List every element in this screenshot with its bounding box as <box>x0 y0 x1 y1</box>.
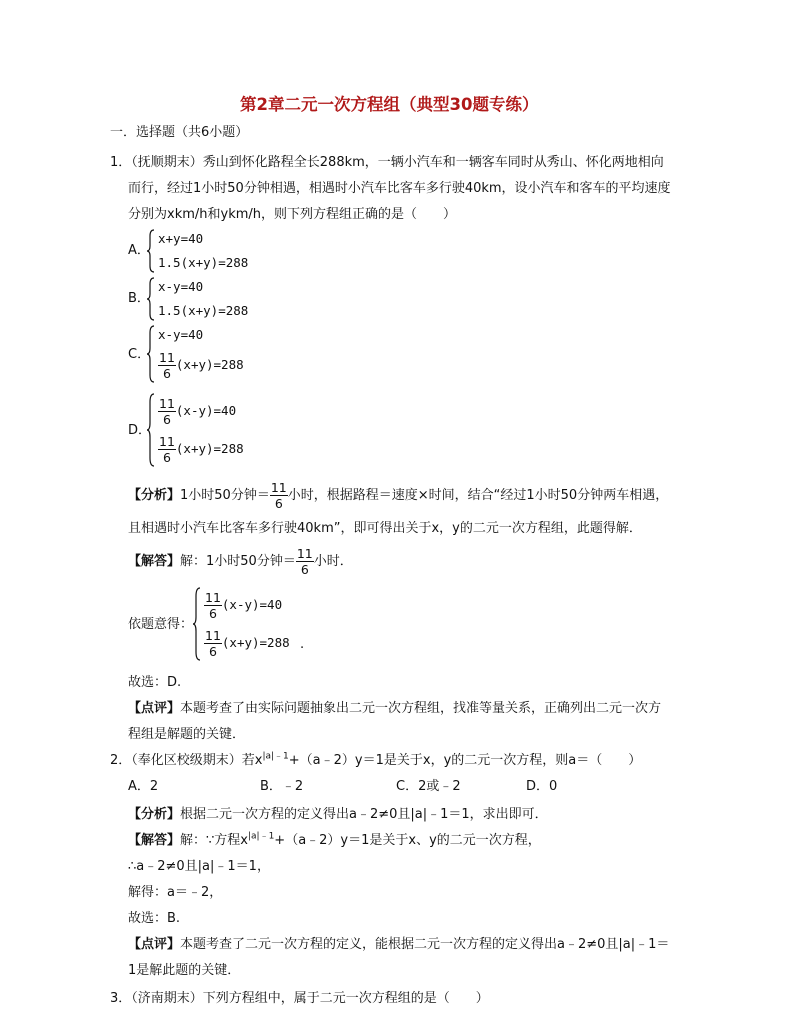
q2-stem: 2．（奉化区校级期末）若$x^{|a|﹣1}+(a﹣2)y=1$是关于x，y的二元一次方程，则a＝（ ） <box>110 751 642 768</box>
q1-analysis-line2: 且相遇时小汽车比客车多行驶40km”，即可得出关于x，y的二元一次方程组，此题得解． <box>128 521 642 536</box>
fraction: $\frac{11}{6}$ <box>205 590 221 621</box>
section-heading: 一．选择题（共6小题） <box>110 125 249 140</box>
q1-system-eq1: $\frac{11}{6}$ (x-y)=40 <box>205 590 283 621</box>
answer-tag: 【解答】 <box>128 833 181 848</box>
q2-option-b[interactable]: B．﹣2 <box>260 779 304 794</box>
q1-comment-line2: 程组是解题的关键． <box>128 727 246 742</box>
equation: (x+y)=288 <box>175 441 244 456</box>
comment-tag: 【点评】 <box>128 937 181 952</box>
q2-step1: ∴a﹣2≠0且|a|﹣1＝1， <box>128 859 270 874</box>
analysis-tag: 【分析】 <box>128 807 181 822</box>
q1-choose: 故选：D. <box>128 675 182 690</box>
q1-system-period: . <box>300 637 305 652</box>
fraction: $\frac{11}{6}$ <box>159 434 175 465</box>
option-label: C． <box>128 347 151 362</box>
q2-option-d[interactable]: D．0 <box>526 779 558 794</box>
page-title: 第2章二元一次方程组（典型30题专练） <box>240 95 539 114</box>
equation: x-y=40 <box>158 327 204 342</box>
q1-stem-line2: 而行，经过1小时50分钟相遇，相遇时小汽车比客车多行驶40km，设小汽车和客车的平均速度 <box>128 181 671 196</box>
option-label: A． <box>128 243 150 258</box>
fraction: $\frac{11}{6}$ <box>270 480 287 511</box>
q1-comment: 【点评】本题考查了由实际问题抽象出二元一次方程组，找准等量关系，正确列出二元一次方 <box>128 701 662 716</box>
left-brace-icon <box>146 276 156 322</box>
equation: x-y=40 <box>158 279 204 294</box>
q1-stem-line1: 1．（抚顺期末）秀山到怀化路程全长288km，一辆小汽车和一辆客车同时从秀山、怀化两地相向 <box>110 155 664 170</box>
left-brace-icon <box>192 586 202 662</box>
q2-comment-line2: 1是解此题的关键． <box>128 963 241 978</box>
q2-choose: 故选：B. <box>128 911 181 926</box>
q1-analysis: 【分析】1小时50分钟＝ $\frac{11}{6}$ 小时，根据路程＝速度×时间，结合“经过1小时50分钟两车相遇， <box>128 480 669 511</box>
equation: 1.5(x+y)=288 <box>158 303 249 318</box>
fraction: $\frac{11}{6}$ <box>296 546 313 577</box>
left-brace-icon <box>146 228 156 274</box>
equation: (x-y)=40 <box>175 403 237 418</box>
fraction: $\frac{11}{6}$ <box>159 396 175 427</box>
q2-answer: 【解答】解：∵方程$x^{|a|﹣1}+(a﹣2)y=1$是关于x、y的二元一次方程， <box>128 831 541 848</box>
q1-system-eq2: $\frac{11}{6}$ (x+y)=288 <box>205 628 290 659</box>
fraction: $\frac{11}{6}$ <box>159 350 175 381</box>
q1-yiti-label: 依题意得： <box>128 617 194 632</box>
equation: x+y=40 <box>158 231 204 246</box>
q1-stem-line3: 分别为xkm/h和ykm/h，则下列方程组正确的是（ ） <box>128 207 457 222</box>
q2-comment: 【点评】本题考查了二元一次方程的定义，能根据二元一次方程的定义得出a﹣2≠0且|a|﹣1＝ <box>128 937 670 952</box>
option-label: B． <box>128 291 150 306</box>
left-brace-icon <box>146 392 156 468</box>
q2-option-c[interactable]: C．2或﹣2 <box>396 779 461 794</box>
comment-tag: 【点评】 <box>128 701 181 716</box>
equation: 1.5(x+y)=288 <box>158 255 249 270</box>
q2-step2: 解得：a＝﹣2， <box>128 885 223 900</box>
answer-tag: 【解答】 <box>128 554 181 569</box>
equation: (x+y)=288 <box>175 357 244 372</box>
analysis-tag: 【分析】 <box>128 488 181 503</box>
q3-stem: 3．（济南期末）下列方程组中，属于二元一次方程组的是（ ） <box>110 991 489 1006</box>
option-label: D． <box>128 423 152 438</box>
q1-answer: 【解答】解：1小时50分钟＝ $\frac{11}{6}$ 小时． <box>128 546 353 577</box>
fraction: $\frac{11}{6}$ <box>205 628 221 659</box>
q2-analysis: 【分析】根据二元一次方程的定义得出a﹣2≠0且|a|﹣1＝1，求出即可． <box>128 807 548 822</box>
left-brace-icon <box>146 324 156 384</box>
q2-option-a[interactable]: A．2 <box>128 779 159 794</box>
